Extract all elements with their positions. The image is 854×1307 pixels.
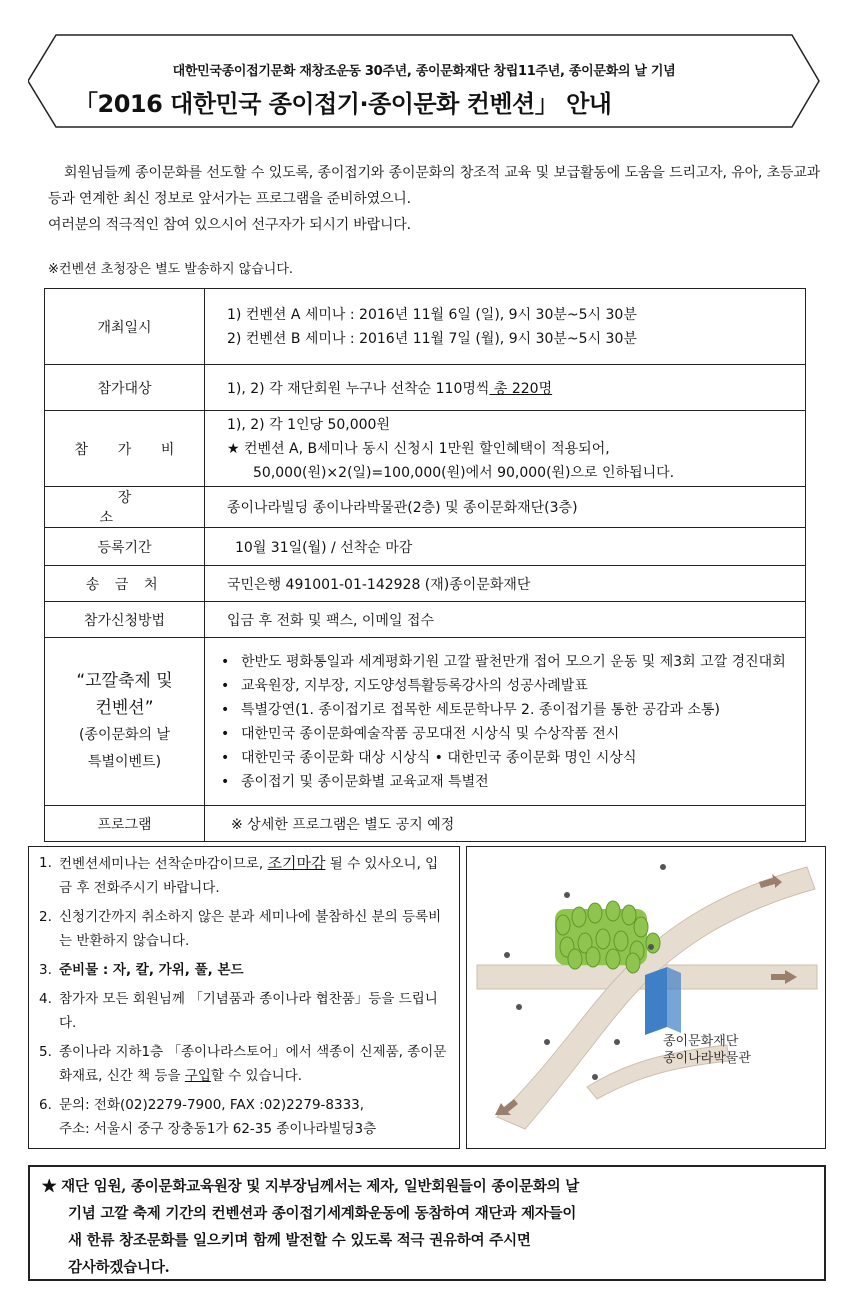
tree-icon (606, 901, 620, 921)
label-date: 개최일시 (45, 289, 205, 365)
tree-icon (568, 949, 582, 969)
convention-info-table (44, 288, 806, 842)
page-title: 「2016 대한민국 종이접기·종이문화 컨벤션」 안내 (74, 90, 612, 118)
list-item: • 대한민국 종이문화 대상 시상식 • 대한민국 종이문화 명인 시상식 (221, 746, 805, 770)
row-target (45, 365, 806, 411)
period-text: 10월 31일(월) / 선착순 마감 (205, 528, 806, 566)
tree-icon (586, 947, 600, 967)
notes-box (28, 846, 460, 1149)
tree-icon (634, 917, 648, 937)
fee-calculation: 50,000(원)×2(일)=100,000(원)에서 90,000(원)으로 인하됩니다. (253, 464, 675, 481)
tree-icon (596, 929, 610, 949)
bullet-icon: • (221, 773, 230, 790)
intro-text (48, 160, 820, 238)
tree-icon (556, 915, 570, 935)
invitation-notice: ※컨벤션 초청장은 별도 발송하지 않습니다. (48, 262, 294, 277)
bullet-icon: • (221, 725, 230, 742)
place-text: 종이나라빌딩 종이나라박물관(2층) 및 종이문화재단(3층) (205, 487, 806, 528)
intro-paragraph: 회원님들께 종이문화를 선도할 수 있도록, 종이접기와 종이문화의 창조적 교육 및 보급활동에 도움을 드리고자, 유아, 초등교과 등과 연계한 최신 정보로 앞서가는 프로그램을 준비하였으니. (48, 165, 820, 207)
list-item: 4. 참가자 모든 회원님께 「기념품과 종이나라 협찬품」등을 드립니다. (39, 991, 438, 1031)
list-item: • 대한민국 종이문화예술작품 공모대전 시상식 및 수상작품 전시 (221, 722, 805, 746)
account-text: 국민은행 491001-01-142928 (재)종이문화재단 (205, 566, 806, 602)
header-subtitle: 대한민국종이접기문화 재창조운동 30주년, 종이문화재단 창립11주년, 종이문화의 날 기념 (172, 64, 676, 79)
row-event (45, 638, 806, 806)
row-date (45, 289, 806, 365)
tree-icon (606, 949, 620, 969)
fee-base: 1), 2) 각 1인당 50,000원 (227, 416, 390, 433)
list-item: 2. 신청기간까지 취소하지 않은 분과 세미나에 불참하신 분의 등록비는 반환하지 않습니다. (39, 909, 442, 949)
bullet-icon: • (221, 749, 230, 766)
fee-discount: 컨벤션 A, B세미나 동시 신청시 1만원 할인혜택이 적용되어, (244, 440, 610, 457)
program-text: ※ 상세한 프로그램은 별도 공지 예정 (205, 806, 806, 842)
row-account (45, 566, 806, 602)
tree-icon (646, 933, 660, 953)
date-seminar-b: 2) 컨벤션 B 세미나 : 2016년 11월 7일 (월), 9시 30분~5시 30분 (227, 330, 637, 347)
row-fee (45, 411, 806, 487)
tree-icon (588, 903, 602, 923)
label-period: 등록기간 (45, 528, 205, 566)
list-item: • 한반도 평화통일과 세계평화기원 고깔 팔천만개 접어 모으기 운동 및 제3회 고깔 경진대회 (221, 650, 805, 674)
list-item: • 교육원장, 지부장, 지도양성특활등록강사의 성공사례발표 (221, 674, 805, 698)
location-map (466, 846, 826, 1149)
event-list (221, 650, 805, 794)
label-place: 장 소 (99, 490, 168, 526)
contact-address: 주소: 서울시 중구 장충동1가 62-35 종이나라빌딩3층 (59, 1121, 377, 1137)
label-event: “고깔축제 및 컨벤션” (종이문화의 날 특별이벤트) (76, 670, 173, 770)
footer-message: ★ 재단 임원, 종이문화교육원장 및 지부장님께서는 제자, 일반회원들이 종이문화의 날 기념 고깔 축제 기간의 컨벤션과 종이접기세계화운동에 동참하여 재단과 제자들이 새 한류 창조문화를 일으키며 함께 발전할 수 있도록 적극 권유하여 주시면 감사하겠습니다. (28, 1165, 826, 1281)
date-seminar-a: 1) 컨벤션 A 세미나 : 2016년 11월 6일 (일), 9시 30분~5시 30분 (227, 306, 637, 323)
tree-icon (622, 905, 636, 925)
list-item: 3. 준비물 : 자, 칼, 가위, 풀, 본드 (39, 962, 244, 978)
row-program (45, 806, 806, 842)
tree-icon (614, 931, 628, 951)
list-item: • 특별강연(1. 종이접기로 접목한 세토문학나무 2. 종이접기를 통한 공감과 소통) (221, 698, 805, 722)
star-icon: ★ (227, 440, 240, 457)
map-illustration (467, 847, 826, 1149)
label-fee: 참 가 비 (74, 441, 188, 458)
header-banner (28, 34, 820, 128)
target-text: 1), 2) 각 재단회원 누구나 선착순 110명씩 (227, 380, 490, 397)
building-icon (645, 967, 681, 1035)
label-target: 참가대상 (45, 365, 205, 411)
bullet-icon: • (221, 701, 230, 718)
notes-list (37, 851, 451, 1141)
method-text: 입금 후 전화 및 팩스, 이메일 접수 (205, 602, 806, 638)
label-account: 송 금 처 (85, 576, 164, 593)
label-method: 참가신청방법 (45, 602, 205, 638)
list-item: 1. 컨벤션세미나는 선착순마감이므로, 조기마감 될 수 있사오니, 입금 후 전화주시기 바랍니다. (39, 854, 439, 896)
list-item: • 종이접기 및 종이문화별 교육교재 특별전 (221, 770, 805, 794)
tree-icon (626, 953, 640, 973)
intro-closing: 여러분의 적극적인 참여 있으시어 선구자가 되시기 바랍니다. (48, 217, 411, 233)
list-item: 6. 문의: 전화(02)2279-7900, FAX :02)2279-8333, 주소: 서울시 중구 장충동1가 62-35 종이나라빌딩3층 (39, 1097, 377, 1137)
list-item: 5. 종이나라 지하1층 「종이나라스토어」에서 색종이 신제품, 종이문화재료, 신간 책 등을 구입할 수 있습니다. (39, 1044, 447, 1084)
bullet-icon: • (221, 653, 230, 670)
row-place (45, 487, 806, 528)
star-icon: ★ (42, 1178, 57, 1195)
tree-icon (572, 907, 586, 927)
early-close-highlight: 조기마감 (267, 854, 326, 872)
label-program: 프로그램 (45, 806, 205, 842)
bullet-icon: • (221, 677, 230, 694)
contact-phone: 문의: 전화(02)2279-7900, FAX :02)2279-8333, (59, 1097, 365, 1113)
map-museum-label: 종이문화재단 종이나라박물관 (663, 1034, 751, 1066)
target-total: 총 220명 (489, 380, 553, 397)
row-method (45, 602, 806, 638)
row-period (45, 528, 806, 566)
